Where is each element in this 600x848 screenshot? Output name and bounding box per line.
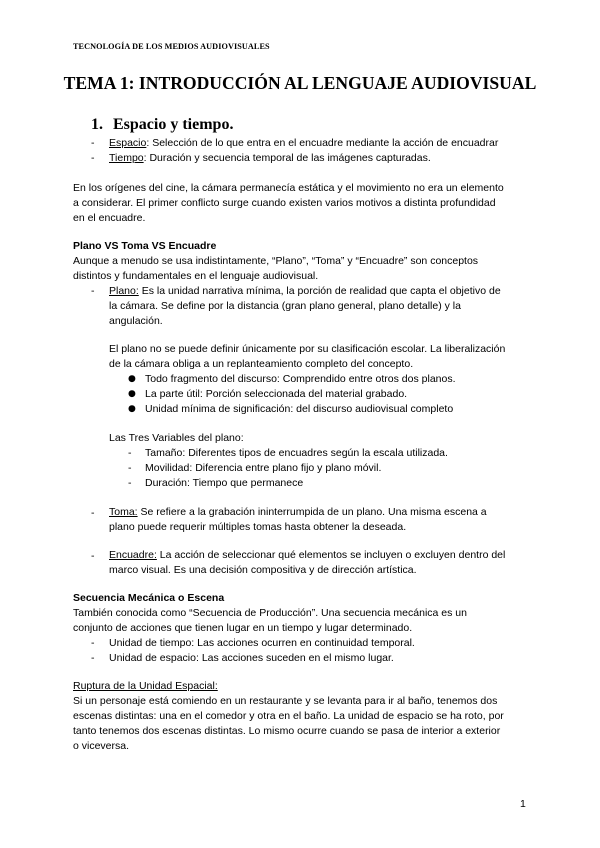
bullet-marker: ● bbox=[128, 404, 136, 414]
dash-marker: - bbox=[91, 637, 95, 649]
list-item bbox=[109, 151, 431, 166]
dash-marker: - bbox=[128, 462, 132, 474]
document-title: TEMA 1: INTRODUCCIÓN AL LENGUAJE AUDIOVISUAL bbox=[63, 73, 537, 93]
section-title: Espacio y tiempo. bbox=[113, 116, 234, 133]
list-item bbox=[109, 284, 501, 299]
paragraph-line: Si un personaje está comiendo en un restaurante y se levanta para ir al baño, tenemos dos bbox=[73, 695, 498, 707]
subsection-heading: Secuencia Mecánica o Escena bbox=[73, 592, 225, 604]
page-number: 1 bbox=[520, 798, 526, 810]
dash-marker: - bbox=[91, 507, 95, 519]
definition: : Duración y secuencia temporal de las imágenes capturadas. bbox=[143, 152, 431, 164]
paragraph-line: de la cámara obliga a un replanteamiento completo del concepto. bbox=[109, 358, 414, 370]
term: Espacio bbox=[109, 137, 147, 149]
paragraph-line: En los orígenes del cine, la cámara permanecía estática y el movimiento no era un elemento bbox=[73, 182, 504, 194]
bullet-marker: ● bbox=[128, 374, 136, 384]
paragraph-line: marco visual. Es una decisión compositiva y de dirección artística. bbox=[109, 564, 417, 576]
paragraph-line: plano puede requerir múltiples tomas hasta obtener la deseada. bbox=[109, 521, 407, 533]
paragraph-line: angulación. bbox=[109, 315, 163, 327]
paragraph-line: Aunque a menudo se usa indistintamente, “Plano”, “Toma” y “Encuadre” son conceptos bbox=[73, 255, 479, 267]
subsection-heading: Ruptura de la Unidad Espacial: bbox=[73, 680, 218, 692]
paragraph-line: También conocida como “Secuencia de Producción”. Una secuencia mecánica es un bbox=[73, 607, 467, 619]
term: Tiempo bbox=[109, 152, 144, 164]
bullet-item: La parte útil: Porción seleccionada del material grabado. bbox=[145, 388, 408, 400]
list-item: Tamaño: Diferentes tipos de encuadres según la escala utilizada. bbox=[145, 447, 448, 459]
list-item bbox=[109, 505, 487, 520]
paragraph-line: conjunto de acciones que tienen lugar en un tiempo y lugar determinado. bbox=[73, 622, 413, 634]
bullet-item: Todo fragmento del discurso: Comprendido entre otros dos planos. bbox=[145, 373, 456, 385]
section-number: 1. bbox=[91, 116, 103, 133]
list-item: Movilidad: Diferencia entre plano fijo y plano móvil. bbox=[145, 462, 382, 474]
bullet-marker: ● bbox=[128, 389, 136, 399]
paragraph-line: distintos y fundamentales en el lenguaje audiovisual. bbox=[73, 270, 319, 282]
paragraph-line: Las Tres Variables del plano: bbox=[109, 432, 244, 444]
running-header: TECNOLOGÍA DE LOS MEDIOS AUDIOVISUALES bbox=[73, 42, 270, 51]
dash-marker: - bbox=[91, 550, 95, 562]
paragraph-line: El plano no se puede definir únicamente por su clasificación escolar. La liberalización bbox=[109, 343, 506, 355]
definition: Es la unidad narrativa mínima, la porción de realidad que capta el objetivo de bbox=[138, 285, 501, 297]
paragraph-line: en el encuadre. bbox=[73, 212, 146, 224]
list-item bbox=[109, 548, 505, 563]
bullet-item: Unidad mínima de significación: del discurso audiovisual completo bbox=[145, 403, 454, 415]
list-item bbox=[109, 136, 498, 151]
term: Encuadre: bbox=[109, 549, 157, 561]
term: Plano: bbox=[109, 285, 139, 297]
term: Toma: bbox=[109, 506, 138, 518]
dash-marker: - bbox=[91, 137, 95, 149]
list-item: Duración: Tiempo que permanece bbox=[145, 477, 304, 489]
dash-marker: - bbox=[91, 652, 95, 664]
list-item: Unidad de tiempo: Las acciones ocurren en continuidad temporal. bbox=[109, 637, 415, 649]
paragraph-line: tanto tenemos dos escenas distintas. Lo mismo ocurre cuando se pasa de interior a exterior bbox=[73, 725, 501, 737]
dash-marker: - bbox=[128, 477, 132, 489]
definition: : Selección de lo que entra en el encuadre mediante la acción de encuadrar bbox=[146, 137, 499, 149]
subsection-heading: Plano VS Toma VS Encuadre bbox=[73, 240, 217, 252]
section-heading bbox=[91, 116, 233, 134]
list-item: Unidad de espacio: Las acciones suceden en el mismo lugar. bbox=[109, 652, 394, 664]
dash-marker: - bbox=[91, 152, 95, 164]
definition: Se refiere a la grabación ininterrumpida de un plano. Una misma escena a bbox=[137, 506, 487, 518]
paragraph-line: a considerar. El primer conflicto surge cuando existen varios motivos a distinta profundidad bbox=[73, 197, 496, 209]
definition: La acción de seleccionar qué elementos se incluyen o excluyen dentro del bbox=[156, 549, 506, 561]
paragraph-line: o viceversa. bbox=[73, 740, 130, 752]
dash-marker: - bbox=[128, 447, 132, 459]
dash-marker: - bbox=[91, 285, 95, 297]
paragraph-line: la cámara. Se define por la distancia (gran plano general, plano detalle) y la bbox=[109, 300, 461, 312]
paragraph-line: escenas distintas: una en el comedor y otra en el baño. La unidad de espacio se ha roto, por bbox=[73, 710, 504, 722]
